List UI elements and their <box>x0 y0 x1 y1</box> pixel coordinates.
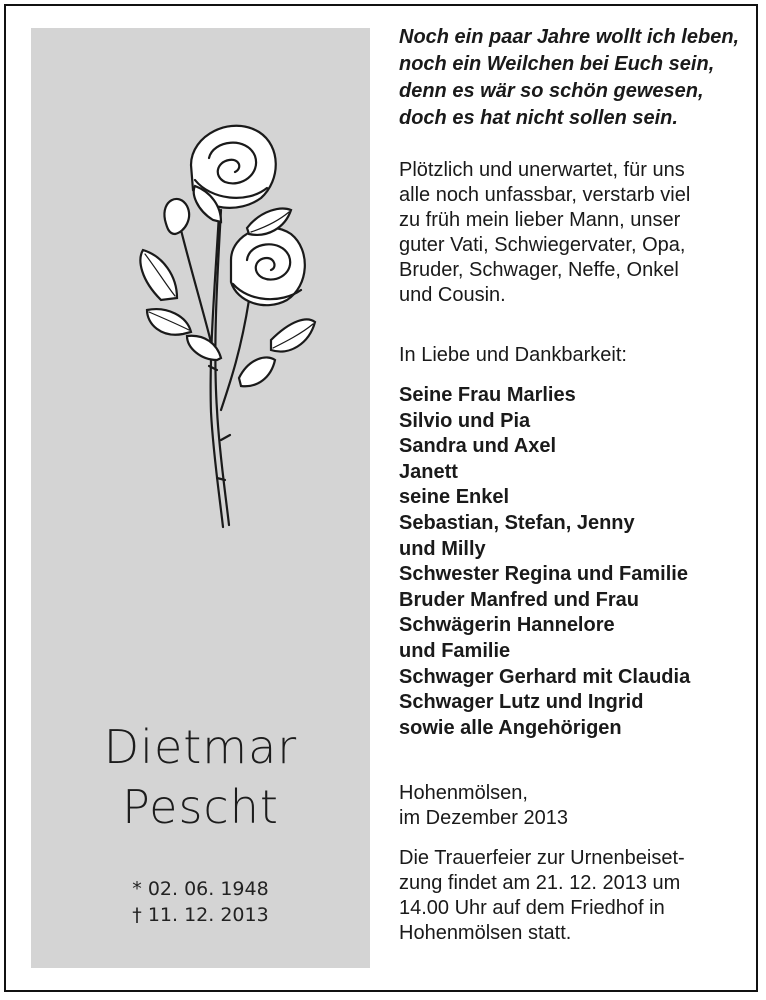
mourner: Schwester Regina und Familie <box>399 563 688 586</box>
mourner: und Milly <box>399 537 486 560</box>
poem-line: noch ein Weilchen bei Euch sein, <box>399 53 715 75</box>
mourner: und Familie <box>399 639 511 662</box>
date-line: im Dezember 2013 <box>399 807 568 830</box>
mourner: Silvio und Pia <box>399 409 531 432</box>
mourner: sowie alle Angehörigen <box>399 716 622 739</box>
place-date <box>399 781 717 831</box>
poem <box>399 24 740 132</box>
mourner: Bruder Manfred und Frau <box>399 588 640 611</box>
memorial-panel <box>31 28 370 968</box>
announcement-line: Bruder, Schwager, Neffe, Onkel <box>399 259 679 281</box>
mourner: seine Enkel <box>399 486 510 509</box>
poem-line: doch es hat nicht sollen sein. <box>399 107 678 129</box>
rose-illustration-icon <box>121 110 331 530</box>
death-date: † 11. 12. 2013 <box>132 904 269 926</box>
obituary-text-column <box>399 24 740 946</box>
funeral-line: 14.00 Uhr auf dem Friedhof in <box>399 897 665 920</box>
funeral-line: Hohenmölsen statt. <box>399 922 572 945</box>
mourner: Schwägerin Hannelore <box>399 614 615 637</box>
funeral-line: zung findet am 21. 12. 2013 um <box>399 872 681 895</box>
mourner: Schwager Lutz und Ingrid <box>399 691 644 714</box>
poem-line: Noch ein paar Jahre wollt ich leben, <box>399 26 740 48</box>
birth-date: * 02. 06. 1948 <box>132 878 269 900</box>
place: Hohenmölsen, <box>399 782 528 805</box>
mourner: Janett <box>399 460 458 483</box>
announcement-line: alle noch unfassbar, verstarb viel <box>399 184 691 206</box>
mourner: Seine Frau Marlies <box>399 384 576 406</box>
announcement <box>399 158 717 308</box>
mourner: Sandra und Axel <box>399 435 557 458</box>
mourner: Sebastian, Stefan, Jenny <box>399 511 635 534</box>
gratitude-heading: In Liebe und Dankbarkeit: <box>399 344 627 366</box>
announcement-line: und Cousin. <box>399 284 506 306</box>
deceased-last-name: Pescht <box>122 780 279 834</box>
mourner: Schwager Gerhard mit Claudia <box>399 665 691 688</box>
announcement-line: zu früh mein lieber Mann, unser <box>399 209 681 231</box>
mourners-list <box>399 383 717 741</box>
deceased-first-name: Dietmar <box>103 720 298 774</box>
poem-line: denn es wär so schön gewesen, <box>399 80 704 102</box>
funeral-line: Die Trauerfeier zur Urnenbeiset- <box>399 847 685 870</box>
funeral-notice <box>399 846 717 946</box>
announcement-line: guter Vati, Schwiegervater, Opa, <box>399 234 686 256</box>
announcement-line: Plötzlich und unerwartet, für uns <box>399 159 685 181</box>
